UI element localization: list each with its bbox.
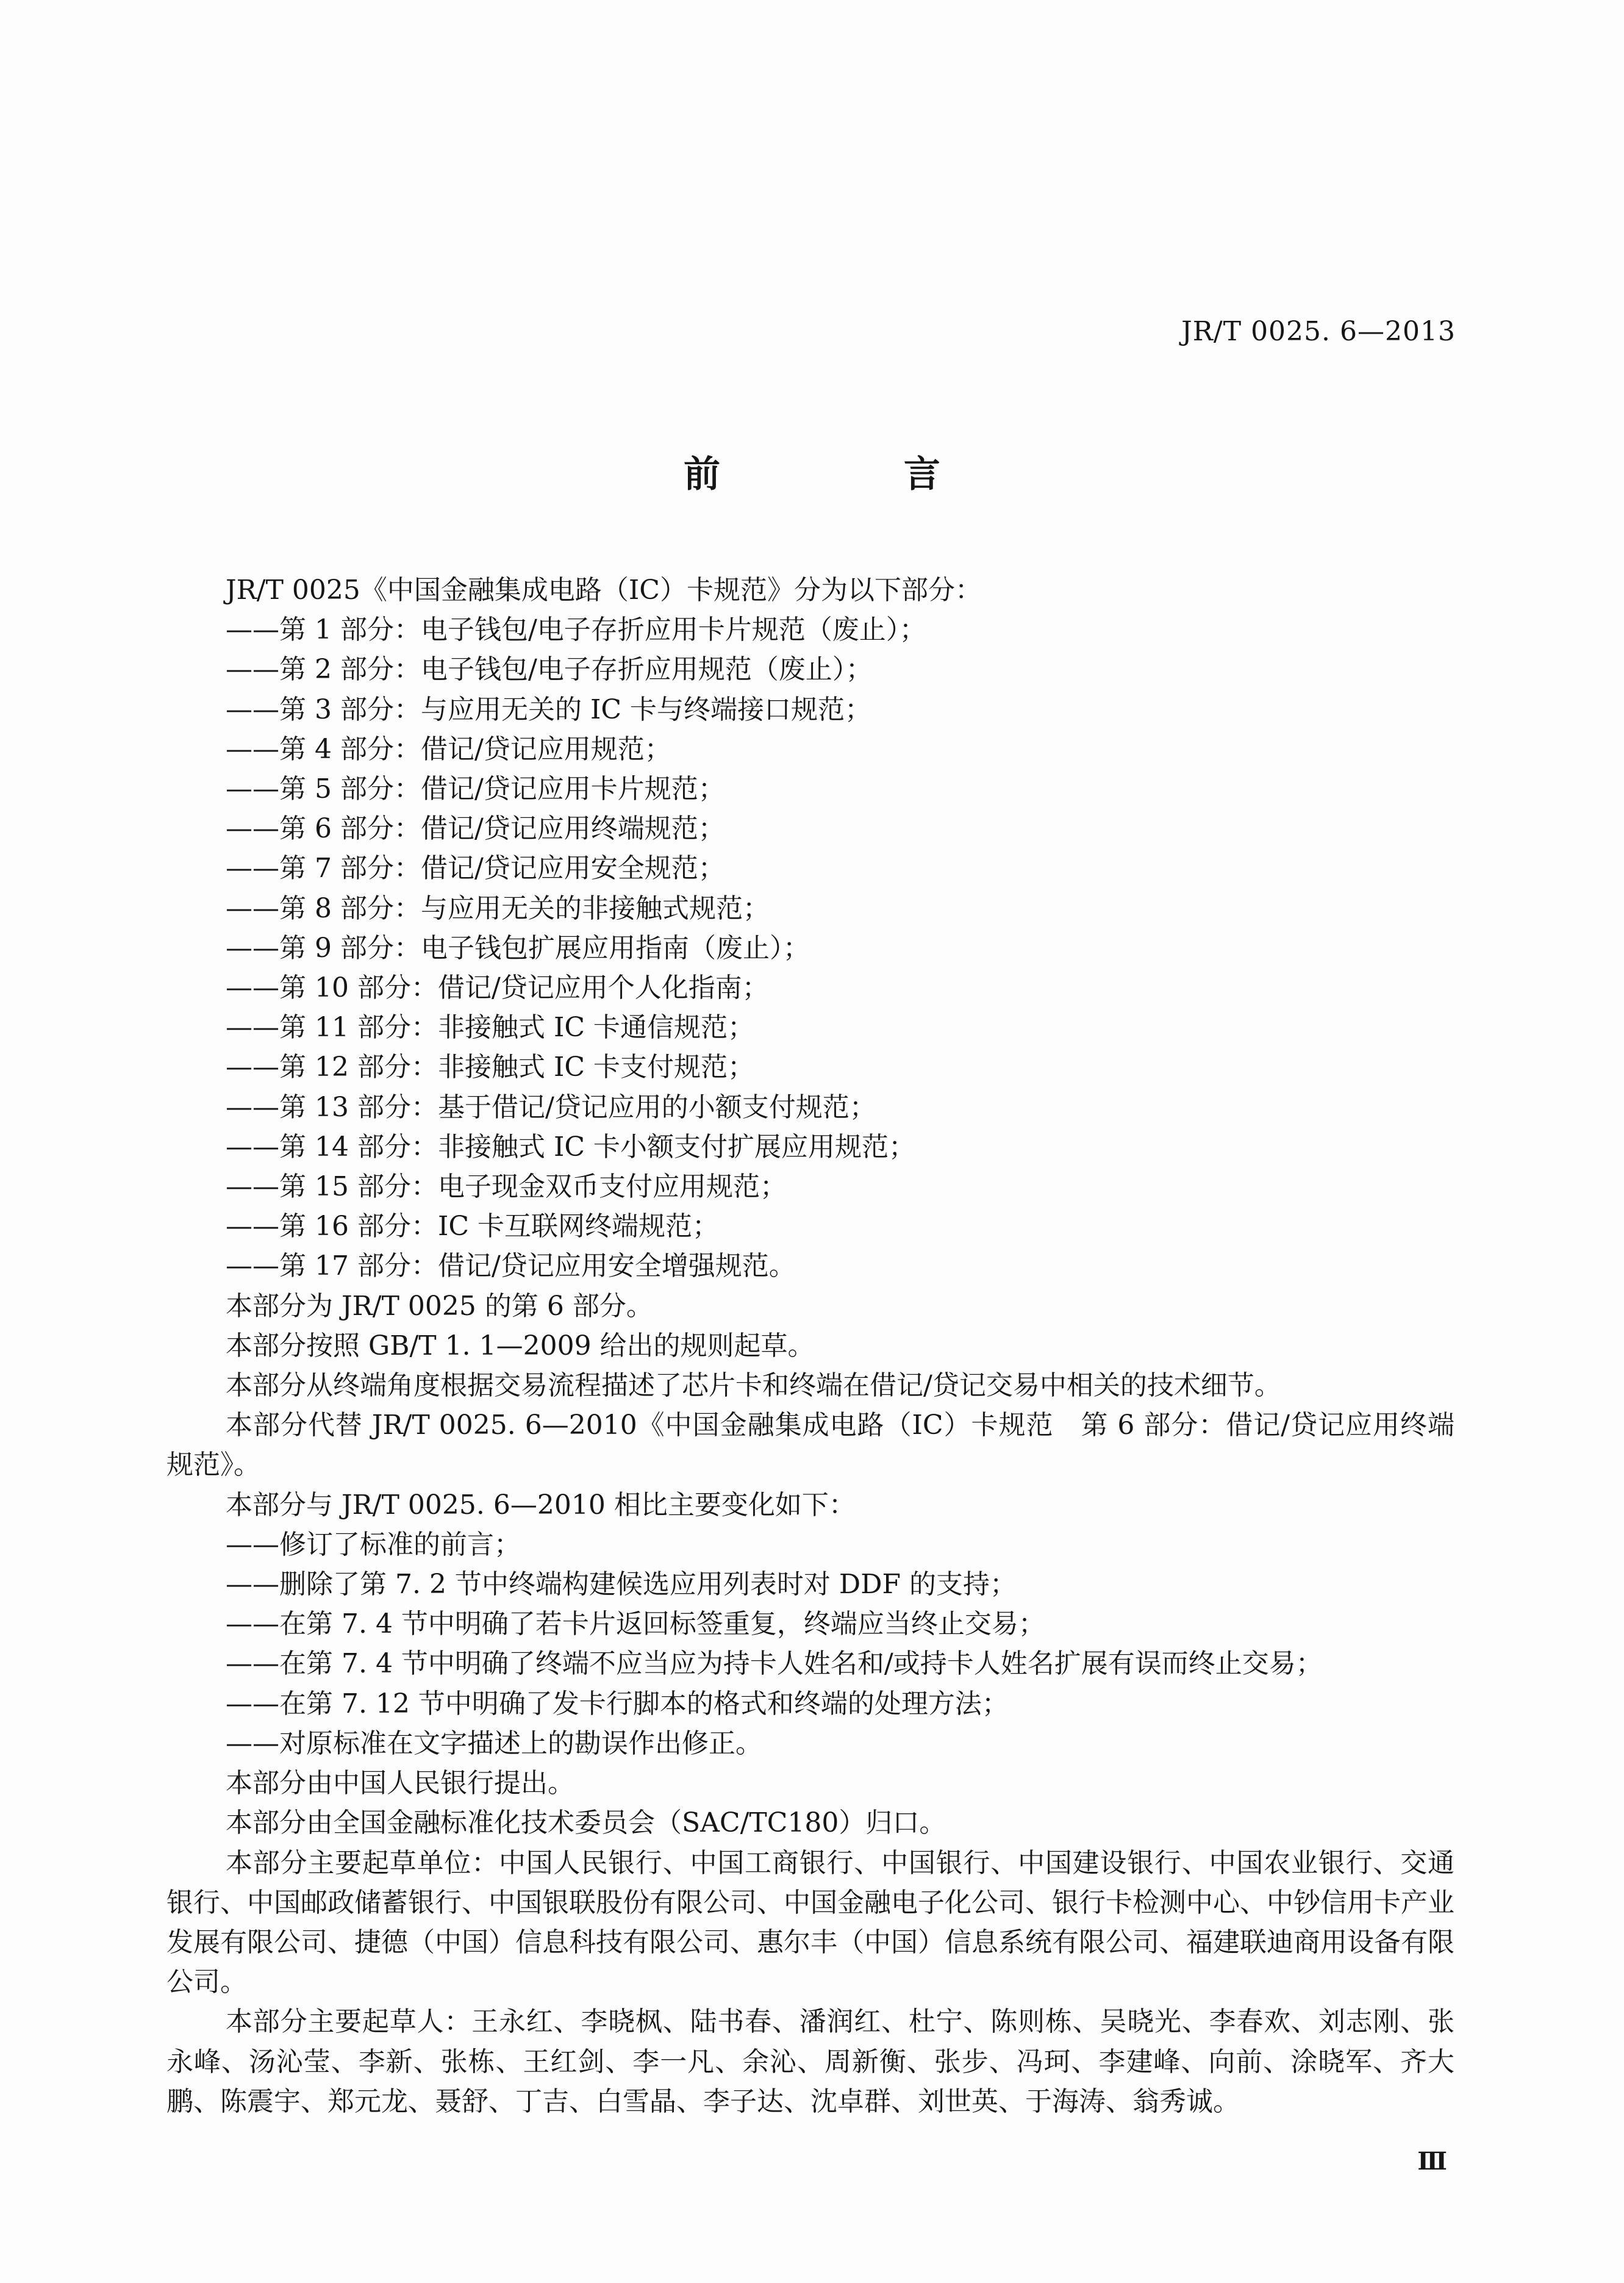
closing-paragraph: 本部分由全国金融标准化技术委员会（SAC/TC180）归口。 <box>226 1807 946 1839</box>
list-item: ——第 14 部分：非接触式 IC 卡小额支付扩展应用规范； <box>226 1131 915 1163</box>
statement-paragraph: 本部分代替 JR/T 0025. 6—2010《中国金融集成电路（IC）卡规范 第 6 部分：借记/贷记应用终端规范》。 <box>166 1410 1454 1481</box>
list-item: ——第 13 部分：基于借记/贷记应用的小额支付规范； <box>226 1091 876 1123</box>
page-number: Ⅲ <box>1417 2147 1447 2176</box>
statement-paragraph: 本部分为 JR/T 0025 的第 6 部分。 <box>226 1290 653 1322</box>
statement-paragraph: 本部分与 JR/T 0025. 6—2010 相比主要变化如下： <box>226 1489 856 1521</box>
closing-paragraph: 本部分由中国人民银行提出。 <box>226 1768 574 1799</box>
list-item: ——第 7 部分：借记/贷记应用安全规范； <box>226 853 725 884</box>
list-item: ——第 2 部分：电子钱包/电子存折应用规范（废止）； <box>226 654 873 686</box>
statement-paragraph: 本部分按照 GB/T 1. 1—2009 给出的规则起草。 <box>226 1330 815 1361</box>
list-item: ——第 12 部分：非接触式 IC 卡支付规范； <box>226 1052 754 1083</box>
list-item: ——第 6 部分：借记/贷记应用终端规范； <box>226 813 725 845</box>
list-item: ——删除了第 7. 2 节中终端构建候选应用列表时对 DDF 的支持； <box>226 1569 1017 1600</box>
list-item: ——第 8 部分：与应用无关的非接触式规范； <box>226 892 770 924</box>
parts-list <box>166 610 1454 1286</box>
list-item: ——第 16 部分：IC 卡互联网终端规范； <box>226 1211 719 1242</box>
list-item: ——在第 7. 4 节中明确了终端不应当应为持卡人姓名和/或持卡人姓名扩展有误而终止交易； <box>226 1648 1323 1680</box>
list-item: ——在第 7. 4 节中明确了若卡片返回标签重复，终端应当终止交易； <box>226 1608 1045 1640</box>
list-item: ——第 10 部分：借记/贷记应用个人化指南； <box>226 972 769 1004</box>
list-item: ——对原标准在文字描述上的勘误作出修正。 <box>226 1727 762 1759</box>
changes-list <box>166 1525 1454 1763</box>
list-item: ——第 5 部分：借记/贷记应用卡片规范； <box>226 773 725 805</box>
intro-paragraph: JR/T 0025《中国金融集成电路（IC）卡规范》分为以下部分： <box>226 575 982 606</box>
statement-paragraph: 本部分从终端角度根据交易流程描述了芯片卡和终端在借记/贷记交易中相关的技术细节。 <box>226 1370 1281 1402</box>
list-item: ——第 4 部分：借记/贷记应用规范； <box>226 733 671 765</box>
list-item: ——第 3 部分：与应用无关的 IC 卡与终端接口规范； <box>226 694 871 725</box>
list-item: ——第 11 部分：非接触式 IC 卡通信规范； <box>226 1012 754 1044</box>
list-item: ——在第 7. 12 节中明确了发卡行脚本的格式和终端的处理方法； <box>226 1688 1009 1719</box>
list-item: ——第 1 部分：电子钱包/电子存折应用卡片规范（废止）； <box>226 614 926 646</box>
foreword-body <box>166 570 1454 2121</box>
drafting-units-paragraph: 本部分主要起草单位：中国人民银行、中国工商银行、中国银行、中国建设银行、中国农业银行、交通银行、中国邮政储蓄银行、中国银联股份有限公司、中国金融电子化公司、银行卡检测中心、中钞信用卡产业发展有限公司、捷德（中国）信息科技有限公司、惠尔丰（中国）信息系统有限公司、福建联迪商用设备有限公司。 <box>166 1847 1454 1998</box>
list-item: ——第 17 部分：借记/贷记应用安全增强规范。 <box>226 1250 796 1282</box>
standard-code: JR/T 0025. 6—2013 <box>1181 316 1456 347</box>
list-item: ——第 15 部分：电子现金双币支付应用规范； <box>226 1171 787 1203</box>
page-title: 前 言 <box>684 453 1026 496</box>
list-item: ——修订了标准的前言； <box>226 1529 521 1560</box>
list-item: ——第 9 部分：电子钱包扩展应用指南（废止）； <box>226 932 810 964</box>
drafters-paragraph: 本部分主要起草人：王永红、李晓枫、陆书春、潘润红、杜宁、陈则栋、吴晓光、李春欢、刘志刚、张永峰、汤沁莹、李新、张栋、王红剑、李一凡、余沁、周新衡、张步、冯珂、李建峰、向前、涂晓军、齐大鹏、陈震宇、郑元龙、聂舒、丁吉、白雪晶、李子达、沈卓群、刘世英、于海涛、翁秀诚。 <box>166 2006 1454 2117</box>
